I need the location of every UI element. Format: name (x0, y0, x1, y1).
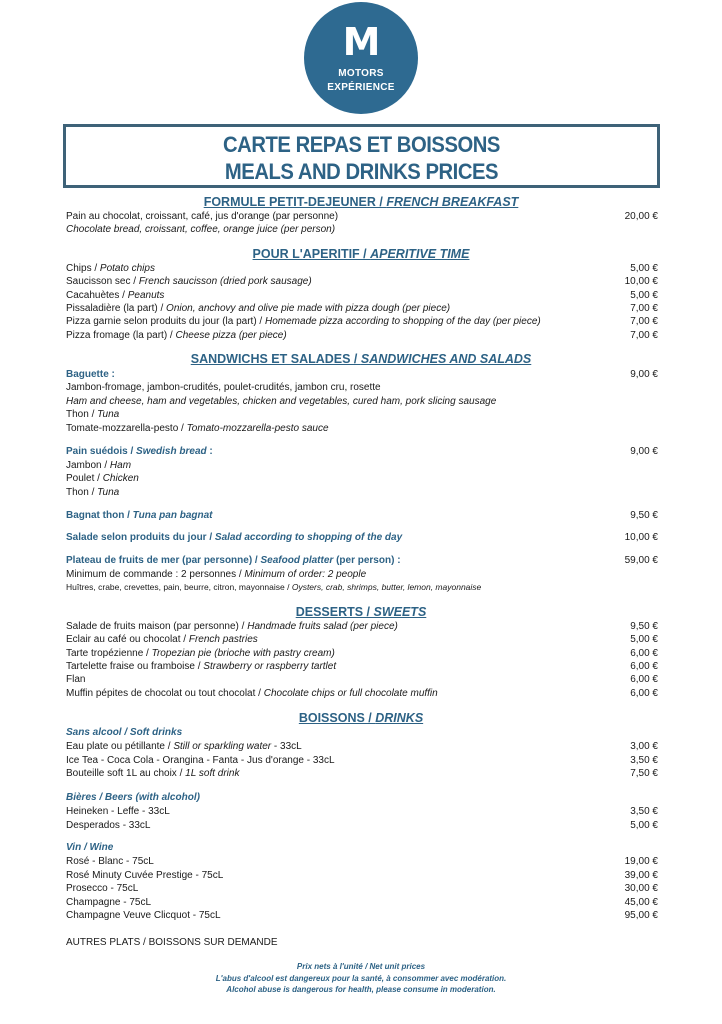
section-heading-drinks (0, 711, 722, 725)
heading-en: SWEETS (373, 605, 427, 619)
menu-item (66, 909, 658, 922)
heading-en: FRENCH BREAKFAST (386, 195, 519, 209)
item-label: Champagne - 75cL (66, 896, 152, 908)
item-label: Rosé Minuty Cuvée Prestige - 75cL (66, 869, 224, 881)
item-label-en: Cheese pizza (per piece) (175, 329, 287, 341)
salad-item (66, 531, 658, 544)
item-label-en: Handmade fruits salad (per piece) (247, 621, 398, 632)
section-heading-breakfast (0, 195, 722, 209)
subsection-title-fr: Pain suédois / (66, 446, 137, 457)
menu-item (66, 210, 658, 223)
bagnat-item (66, 509, 658, 522)
item-label-en: Onion, anchovy and olive pie made with pizza dough (per piece) (166, 302, 451, 314)
heading-fr: SANDWICHS ET SALADES / (190, 352, 361, 366)
title-english: MEALS AND DRINKS PRICES (224, 159, 499, 184)
item-price: 20,00 € (624, 211, 658, 222)
item-price: 6,00 € (630, 647, 658, 659)
menu-item (66, 633, 658, 646)
menu-item (66, 315, 658, 328)
subsection-title-en: Swedish bread (136, 446, 207, 457)
menu-item (66, 882, 658, 895)
suffix: : (206, 446, 213, 457)
menu-item (66, 855, 658, 868)
baguette-heading (66, 368, 658, 381)
item-label: Pizza garnie selon produits du jour (la part) / (66, 316, 265, 328)
item-price: 7,00 € (630, 316, 658, 328)
menu-item (66, 805, 658, 818)
item-label-en: French pastries (188, 634, 258, 646)
item-price: 30,00 € (624, 883, 658, 894)
item-label-en: Chicken (102, 473, 139, 484)
menu-item (66, 289, 658, 302)
item-price: 9,50 € (630, 621, 658, 632)
footer-alcohol-en: Alcohol abuse is dangerous for health, please consume in moderation. (226, 985, 496, 994)
menu-item (66, 819, 658, 832)
item-price: 39,00 € (624, 869, 658, 881)
menu-item (66, 329, 658, 342)
item-label-en: Minimum of order: 2 people (244, 569, 367, 580)
logo-line1: MOTORS (338, 68, 384, 79)
item-label: Heineken - Leffe - 33cL (66, 806, 170, 817)
item-label-en: Still or sparkling water (173, 741, 272, 752)
menu-item (66, 422, 658, 435)
menu-item (66, 869, 658, 882)
item-label-en: Tomato-mozzarella-pesto sauce (186, 423, 329, 434)
heading-en: APERITIVE TIME (370, 247, 470, 261)
item-label: Desperados - 33cL (66, 819, 151, 831)
item-label: Pizza fromage (la part) / (66, 329, 176, 341)
item-suffix: - 33cL (271, 741, 302, 752)
item-label: Huîtres, crabe, crevettes, pain, beurre, citron, mayonnaise / (66, 582, 292, 592)
item-label-en: Tuna pan bagnat (132, 510, 213, 521)
menu-item (66, 486, 658, 499)
menu-item (66, 687, 658, 700)
heading-fr: DESSERTS / (295, 605, 374, 619)
item-label: Champagne Veuve Clicquot - 75cL (66, 910, 221, 921)
item-label: Jambon-fromage, jambon-crudités, poulet-crudités, jambon cru, rosette (66, 382, 381, 393)
item-label: Minimum de commande : 2 personnes / (66, 569, 245, 580)
item-label: Plateau de fruits de mer (par personne) / (66, 555, 261, 566)
item-label: Flan (66, 674, 86, 686)
menu-item (66, 459, 658, 472)
subsection-title: Vin / Wine (66, 842, 114, 853)
section-heading-aperitif (0, 247, 722, 261)
other-label: AUTRES PLATS / BOISSONS SUR DEMANDE (66, 937, 278, 948)
item-label-en: Chocolate chips or full chocolate muffin (263, 687, 438, 699)
menu-item (66, 275, 658, 288)
item-label: Salade selon produits du jour / (66, 532, 215, 543)
item-label-en: Ham (109, 460, 132, 471)
item-price: 7,50 € (630, 768, 658, 779)
motors-experience-logo (304, 2, 418, 114)
section-heading-sandwiches (0, 352, 722, 366)
item-price: 10,00 € (624, 276, 658, 288)
subsection-title: Bières / Beers (with alcohol) (66, 792, 200, 803)
item-label: Bagnat thon / (66, 510, 133, 521)
item-label: Muffin pépites de chocolat ou tout chocolat / (66, 687, 264, 699)
item-price: 9,50 € (630, 510, 658, 521)
other-on-request (66, 936, 658, 949)
item-price: 9,00 € (630, 369, 658, 380)
item-price: 45,00 € (624, 896, 658, 908)
item-label-en: Oysters, crab, shrimps, butter, lemon, mayonnaise (291, 582, 482, 592)
item-label: Eclair au café ou chocolat / (66, 634, 189, 646)
heading-en: SANDWICHES AND SALADS (360, 352, 532, 366)
subsection-title: Baguette : (66, 369, 115, 380)
item-price: 3,00 € (630, 741, 658, 752)
menu-item (66, 896, 658, 909)
menu-item (66, 302, 658, 315)
menu-item (66, 620, 658, 633)
item-label-en: Tuna (97, 487, 120, 498)
item-label: Chips / (66, 263, 100, 274)
item-price: 3,50 € (630, 806, 658, 817)
item-price: 6,00 € (630, 674, 658, 686)
item-label-en: Homemade pizza according to shopping of the day (per piece) (265, 316, 541, 328)
item-label: Bouteille soft 1L au choix / (66, 768, 186, 779)
item-price: 19,00 € (624, 856, 658, 867)
menu-item-translation (66, 223, 658, 236)
item-label-en: Peanuts (127, 289, 165, 301)
item-label: Eau plate ou pétillante / (66, 741, 174, 752)
item-price: 5,00 € (630, 819, 658, 831)
item-price: 5,00 € (630, 263, 658, 274)
item-label: Pissaladière (la part) / (66, 302, 167, 314)
item-label-en: 1L soft drink (185, 768, 240, 779)
item-price: 5,00 € (630, 634, 658, 646)
item-price: 7,00 € (630, 302, 658, 314)
item-label: Tomate-mozzarella-pesto / (66, 423, 187, 434)
item-price: 95,00 € (624, 910, 658, 921)
item-price: 5,00 € (630, 289, 658, 301)
item-label: Prosecco - 75cL (66, 883, 139, 894)
item-label-en: Tuna (97, 409, 120, 420)
item-price: 3,50 € (630, 754, 658, 766)
item-price: 6,00 € (630, 687, 658, 699)
logo-letter: M (342, 20, 380, 64)
item-label-en: Tropezian pie (brioche with pastry cream) (151, 647, 335, 659)
seafood-minimum (66, 568, 658, 581)
title-box (63, 124, 660, 188)
item-label-en: Potato chips (99, 263, 155, 274)
seafood-contents (66, 581, 658, 594)
item-label: Saucisson sec / (66, 276, 139, 288)
heading-fr: BOISSONS / (298, 711, 376, 725)
item-price: 7,00 € (630, 329, 658, 341)
item-label: Thon / (66, 487, 98, 498)
item-label-en: Ham and cheese, ham and vegetables, chicken and vegetables, cured ham, pork slicing sausage (66, 396, 497, 407)
item-label: Tartelette fraise ou framboise / (66, 660, 204, 672)
suffix: (per person) : (333, 555, 401, 566)
subsection-title: Sans alcool / Soft drinks (66, 727, 183, 738)
menu-item-translation (66, 395, 658, 408)
item-label: Jambon / (66, 460, 110, 471)
item-label-en: French saucisson (dried pork sausage) (138, 276, 312, 288)
menu-item (66, 767, 658, 780)
item-label-en: Salad according to shopping of the day (214, 532, 403, 543)
logo-line2: EXPÉRIENCE (327, 82, 395, 93)
menu-item (66, 673, 658, 686)
item-price: 9,00 € (630, 446, 658, 457)
item-label: Rosé - Blanc - 75cL (66, 856, 154, 867)
section-heading-desserts (0, 605, 722, 619)
menu-item (66, 647, 658, 660)
item-label-en: Chocolate bread, croissant, coffee, orange juice (per person) (66, 224, 336, 235)
item-label: Salade de fruits maison (par personne) / (66, 621, 248, 632)
item-label: Ice Tea - Coca Cola - Orangina - Fanta - Jus d'orange - 33cL (66, 754, 335, 766)
footer-alcohol-fr: L'abus d'alcool est dangereux pour la santé, à consommer avec modération. (215, 974, 507, 983)
soft-drinks-heading (66, 726, 658, 739)
swedish-bread-heading (66, 445, 658, 458)
item-price: 10,00 € (624, 532, 658, 543)
menu-item (66, 740, 658, 753)
item-label-en: Strawberry or raspberry tartlet (203, 660, 337, 672)
menu-item (66, 472, 658, 485)
item-label: Thon / (66, 409, 98, 420)
item-label-en: Seafood platter (260, 555, 334, 566)
item-price: 6,00 € (630, 660, 658, 672)
heading-fr: POUR L'APERITIF / (252, 247, 371, 261)
beers-heading (66, 791, 658, 804)
menu-item (66, 754, 658, 767)
wine-heading (66, 841, 658, 854)
item-label: Tarte tropézienne / (66, 647, 152, 659)
item-label: Pain au chocolat, croissant, café, jus d'orange (par personne) (66, 211, 339, 222)
menu-item (66, 381, 658, 394)
heading-en: DRINKS (375, 711, 424, 725)
menu-item (66, 408, 658, 421)
seafood-item (66, 554, 658, 567)
item-label: Cacahuètes / (66, 289, 128, 301)
item-label: Poulet / (66, 473, 103, 484)
item-price: 59,00 € (624, 555, 658, 566)
menu-item (66, 660, 658, 673)
title-french: CARTE REPAS ET BOISSONS (223, 132, 500, 157)
heading-fr: FORMULE PETIT-DEJEUNER / (203, 195, 387, 209)
menu-item (66, 262, 658, 275)
footer-net-prices: Prix nets à l'unité / Net unit prices (296, 962, 426, 971)
